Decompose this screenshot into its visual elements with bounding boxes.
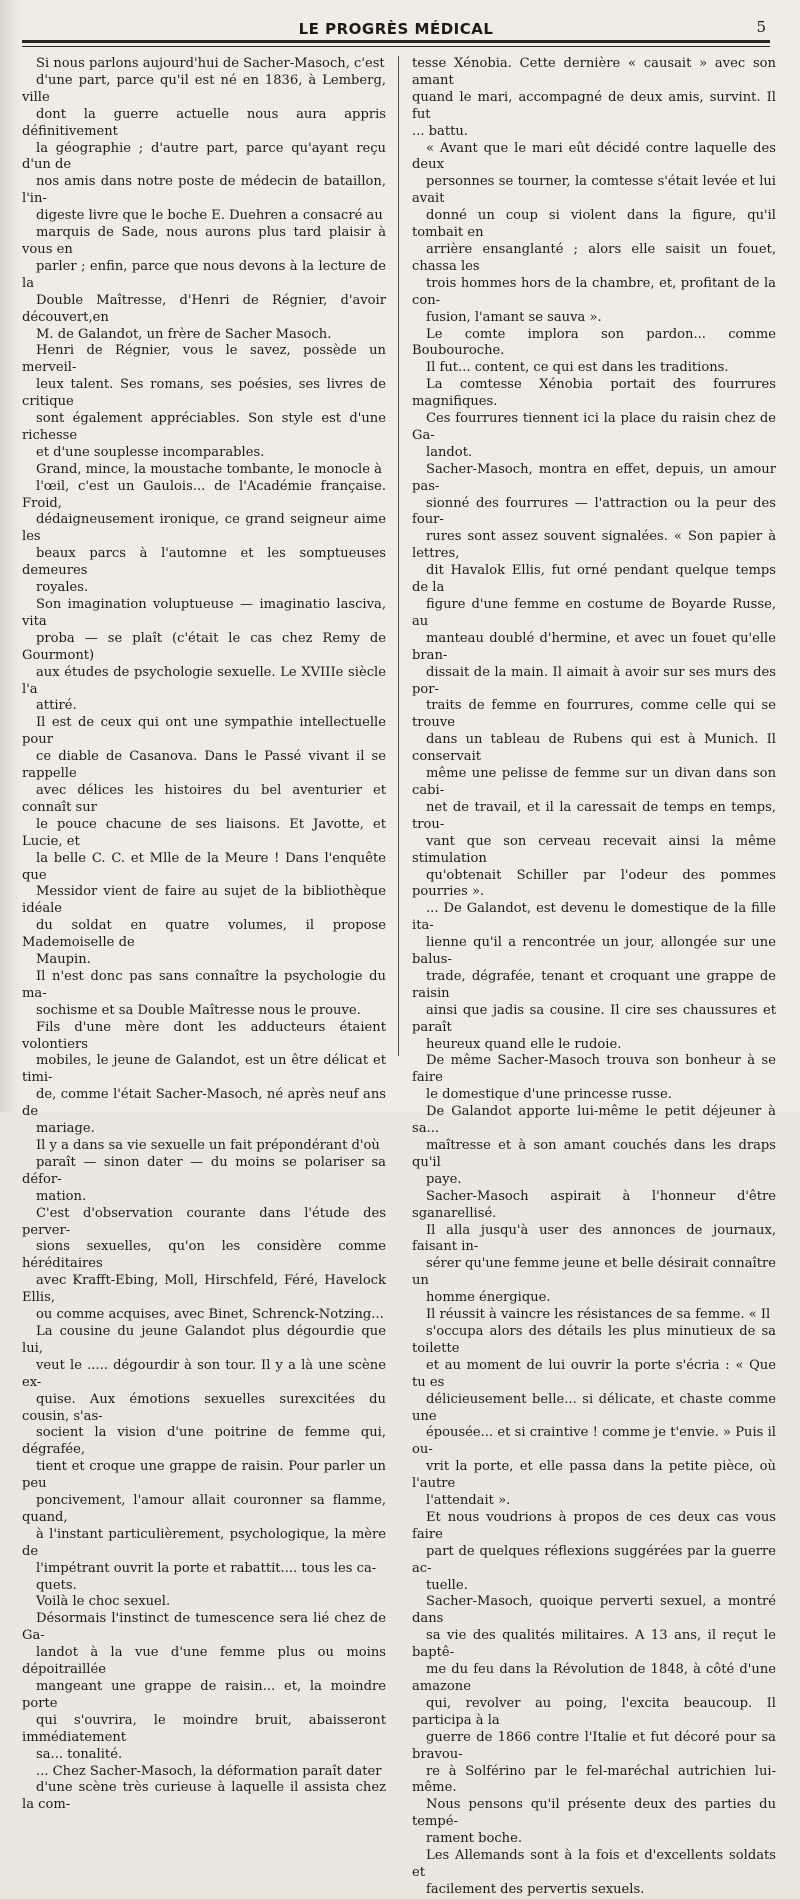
text-line: sionné des fourrures — l'attraction ou la peur des four- [412, 495, 776, 528]
text-line: le pouce chacune de ses liaisons. Et Javotte, et Lucie, et [22, 816, 386, 849]
text-line: personnes se tourner, la comtesse s'était levée et lui avait [412, 174, 776, 207]
text-line: Voilà le choc sexuel. [36, 1594, 171, 1610]
paragraph [22, 1020, 386, 1138]
text-line: Il réussit à vaincre les résistances de sa femme. « Il [426, 1307, 771, 1323]
header-rule-thick [22, 40, 770, 43]
text-line: sérer qu'une femme jeune et belle désirait connaître un [412, 1256, 776, 1289]
text-line: même une pelisse de femme sur un divan dans son cabi- [412, 766, 776, 798]
text-line: Messidor vient de faire au sujet de la bibliothèque idéale [22, 884, 386, 917]
text-line: ou comme acquises, avec Binet, Schrenck-Notzing... [36, 1307, 384, 1323]
paragraph [22, 1764, 386, 1815]
text-line: guerre de 1866 contre l'Italie et fut décoré pour sa bravou- [412, 1729, 776, 1762]
text-line: quets. [36, 1577, 77, 1593]
text-line: royales. [36, 580, 89, 596]
text-line: mangeant une grappe de raisin... et, la moindre porte [22, 1679, 386, 1711]
text-line: sont également appréciables. Son style est d'une richesse [22, 411, 386, 443]
text-line: dédaigneusement ironique, ce grand seigneur aime les [22, 512, 386, 545]
text-line: rures sont assez souvent signalées. « Son papier à lettres, [412, 529, 776, 562]
paragraph [22, 462, 386, 597]
text-line: digeste livre que le boche E. Duehren a consacré au [36, 208, 383, 224]
text-line: La cousine du jeune Galandot plus dégourdie que lui, [22, 1323, 386, 1356]
text-line: Sacher-Masoch, quoique perverti sexuel, a montré dans [412, 1594, 776, 1627]
text-line: Les Allemands sont à la fois et d'excellents soldats et [412, 1848, 776, 1880]
text-line: Et nous voudrions à propos de ces deux cas vous faire [412, 1509, 776, 1542]
paragraph [412, 1848, 776, 1899]
text-line: sa vie des qualités militaires. A 13 ans, il reçut le baptê- [412, 1628, 776, 1661]
paragraph [22, 969, 386, 1020]
text-line: Il alla jusqu'à user des annonces de journaux, faisant in- [412, 1222, 776, 1255]
text-line: l'attendait ». [426, 1493, 511, 1509]
text-line: qui, revolver au poing, l'excita beaucoup. Il participa à la [412, 1695, 776, 1728]
paragraph [22, 1138, 386, 1206]
paragraph [412, 901, 776, 1053]
text-line: marquis de Sade, nous aurons plus tard plaisir à vous en [22, 225, 386, 257]
text-line: leux talent. Ses romans, ses poésies, ses livres de critique [22, 377, 386, 410]
paragraph [22, 1611, 386, 1763]
text-line: épousée... et si craintive ! comme je t'envie. » Puis il ou- [412, 1425, 776, 1458]
page-edge-shadow [0, 0, 22, 1112]
text-line: dit Havalok Ellis, fut orné pendant quelque temps de la [412, 563, 776, 596]
text-line: ... De Galandot, est devenu le domestique de la fille ita- [412, 901, 776, 934]
paragraph [22, 715, 386, 969]
paragraph [412, 1307, 776, 1510]
text-line: quise. Aux émotions sexuelles surexcitées du cousin, s'as- [22, 1391, 386, 1424]
text-line: vrit la porte, et elle passa dans la petite pièce, où l'autre [412, 1459, 776, 1492]
text-line: part de quelques réflexions suggérées par la guerre ac- [412, 1543, 776, 1576]
text-line: heureux quand elle le rudoie. [426, 1036, 622, 1052]
paragraph [412, 462, 776, 902]
text-line: ... battu. [412, 123, 468, 139]
text-line: s'occupa alors des détails les plus minutieux de sa toilette [412, 1323, 776, 1356]
text-line: C'est d'observation courante dans l'étude des perver- [22, 1205, 386, 1238]
text-line: homme énergique. [426, 1290, 551, 1306]
text-line: Désormais l'instinct de tumescence sera lié chez de Ga- [22, 1611, 386, 1644]
text-line: attiré. [36, 698, 77, 714]
text-line: figure d'une femme en costume de Boyarde Russe, au [412, 597, 776, 629]
text-line: De Galandot apporte lui-même le petit déjeuner à sa... [412, 1104, 776, 1137]
text-line: le domestique d'une princesse russe. [426, 1087, 672, 1103]
text-line: veut le ..... dégourdir à son tour. Il y a là une scène ex- [22, 1357, 386, 1390]
text-line: parler ; enfin, parce que nous devons à la lecture de la [22, 258, 386, 291]
text-line: Il fut... content, ce qui est dans les traditions. [426, 360, 729, 376]
paragraph [412, 141, 776, 327]
paragraph [22, 1594, 386, 1611]
text-line: Double Maîtresse, d'Henri de Régnier, d'avoir découvert,en [22, 292, 386, 325]
text-line: proba — se plaît (c'était le cas chez Remy de Gourmont) [22, 630, 386, 663]
text-line: Il y a dans sa vie sexuelle un fait prépondérant d'où [36, 1138, 380, 1153]
text-line: du soldat en quatre volumes, il propose Mademoiselle de [22, 918, 386, 951]
text-line: mobiles, le jeune de Galandot, est un être délicat et timi- [22, 1053, 386, 1086]
paragraph [22, 343, 386, 461]
text-line: d'une scène très curieuse à laquelle il assista chez la com- [22, 1780, 386, 1813]
text-line: Il n'est donc pas sans connaître la psychologie du ma- [22, 968, 386, 1001]
text-line: net de travail, et il la caressait de temps en temps, trou- [412, 799, 776, 832]
text-line: Le comte implora son pardon... comme Boubouroche. [412, 326, 776, 359]
text-line: et au moment de lui ouvrir la porte s'écria : « Que tu es [412, 1357, 776, 1390]
text-line: La comtesse Xénobia portait des fourrures magnifiques. [412, 377, 776, 410]
text-line: landot. [426, 444, 473, 460]
page-number: 5 [756, 18, 766, 36]
text-line: tesse Xénobia. Cette dernière « causait » avec son amant [412, 56, 776, 88]
text-line: dont la guerre actuelle nous aura appris définitivement [22, 106, 386, 139]
paragraph [412, 1104, 776, 1189]
text-line: ce diable de Casanova. Dans le Passé vivant il se rappelle [22, 749, 386, 782]
text-line: arrière ensanglanté ; alors elle saisit un fouet, chassa les [412, 241, 776, 274]
text-line: la belle C. C. et Mlle de la Meure ! Dans l'enquête que [22, 850, 386, 883]
text-line: beaux parcs à l'automne et les somptueuses demeures [22, 546, 386, 579]
text-line: ... Chez Sacher-Masoch, la déformation paraît dater [36, 1763, 382, 1779]
text-line: fusion, l'amant se sauva ». [426, 309, 602, 325]
paragraph [22, 1206, 386, 1324]
text-line: me du feu dans la Révolution de 1848, à côté d'une amazone [412, 1662, 776, 1694]
text-line: trade, dégrafée, tenant et croquant une grappe de raisin [412, 968, 776, 1001]
text-line: facilement des pervertis sexuels. [426, 1881, 645, 1897]
text-line: qui s'ouvrira, le moindre bruit, abaisseront immédiatement [22, 1712, 386, 1745]
text-line: avec Krafft-Ebing, Moll, Hirschfeld, Féré, Havelock Ellis, [22, 1273, 386, 1306]
text-line: « Avant que le mari eût décidé contre laquelle des deux [412, 140, 776, 173]
paragraph [412, 1053, 776, 1104]
text-line: d'une part, parce qu'il est né en 1836, à Lemberg, ville [22, 72, 386, 105]
text-line: la géographie ; d'autre part, parce qu'ayant reçu d'un de [22, 140, 386, 173]
text-line: Nous pensons qu'il présente deux des parties du tempé- [412, 1797, 776, 1830]
text-line: rament boche. [426, 1831, 523, 1847]
text-line: avec délices les histoires du bel aventurier et connaît sur [22, 782, 386, 815]
text-line: vant que son cerveau recevait ainsi la même stimulation [412, 833, 776, 866]
text-line: Sacher-Masoch, montra en effet, depuis, un amour pas- [412, 461, 776, 494]
paragraph [412, 1594, 776, 1797]
paragraph [22, 597, 386, 715]
paragraph [412, 1797, 776, 1848]
text-line: poncivement, l'amour allait couronner sa flamme, quand, [22, 1493, 386, 1525]
text-line: nos amis dans notre poste de médecin de bataillon, l'in- [22, 174, 386, 207]
text-line: Maupin. [36, 952, 91, 968]
text-line: sions sexuelles, qu'on les considère comme héréditaires [22, 1239, 386, 1272]
text-line: M. de Galandot, un frère de Sacher Masoch. [36, 326, 332, 342]
text-line: l'œil, c'est un Gaulois... de l'Académie française. Froid, [22, 478, 386, 511]
text-line: Sacher-Masoch aspirait à l'honneur d'être sganarellisé. [412, 1188, 776, 1221]
paragraph [412, 411, 776, 462]
text-line: trois hommes hors de la chambre, et, profitant de la con- [412, 275, 776, 308]
text-line: Il est de ceux qui ont une sympathie intellectuelle pour [22, 715, 386, 748]
text-line: dans un tableau de Rubens qui est à Munich. Il conservait [412, 732, 776, 765]
text-line: quand le mari, accompagné de deux amis, survint. Il fut [412, 89, 776, 122]
text-line: mariage. [36, 1121, 95, 1137]
paragraph [412, 1189, 776, 1307]
text-line: de, comme l'était Sacher-Masoch, né après neuf ans de [22, 1087, 386, 1120]
text-line: à l'instant particulièrement, psychologique, la mère de [22, 1526, 386, 1559]
paragraph [22, 56, 386, 343]
text-line: qu'obtenait Schiller par l'odeur des pommes pourries ». [412, 867, 776, 900]
text-line: dissait de la main. Il aimait à avoir sur ses murs des por- [412, 664, 776, 697]
text-line: paraît — sinon dater — du moins se polariser sa défor- [22, 1154, 386, 1187]
text-line: délicieusement belle... si délicate, et chaste comme une [412, 1391, 776, 1424]
text-line: ainsi que jadis sa cousine. Il cire ses chaussures et paraît [412, 1002, 776, 1035]
text-line: tuelle. [426, 1577, 468, 1593]
text-line: sa... tonalité. [36, 1746, 123, 1762]
text-line: Henri de Régnier, vous le savez, possède un merveil- [22, 343, 386, 376]
text-line: tient et croque une grappe de raisin. Pour parler un peu [22, 1459, 386, 1492]
text-line: et d'une souplesse incomparables. [36, 444, 265, 460]
text-line: paye. [426, 1171, 462, 1187]
text-line: Ces fourrures tiennent ici la place du raisin chez de Ga- [412, 411, 776, 443]
text-line: donné un coup si violent dans la figure, qu'il tombait en [412, 208, 776, 241]
text-line: re à Solférino par le fel-maréchal autrichien lui-même. [412, 1763, 776, 1796]
text-line: aux études de psychologie sexuelle. Le XVIIIe siècle l'a [22, 664, 386, 697]
paragraph [412, 56, 776, 141]
text-line: socient la vision d'une poitrine de femme qui, dégrafée, [22, 1425, 386, 1458]
text-line: manteau doublé d'hermine, et avec un fouet qu'elle bran- [412, 630, 776, 663]
left-text-column [22, 56, 386, 1814]
paragraph [412, 327, 776, 378]
text-line: Grand, mince, la moustache tombante, le monocle à [36, 461, 382, 477]
text-line: Si nous parlons aujourd'hui de Sacher-Masoch, c'est [36, 56, 385, 71]
running-header [22, 18, 770, 40]
text-line: lienne qu'il a rencontrée un jour, allongée sur une balus- [412, 935, 776, 968]
right-text-column [412, 56, 776, 1899]
text-line: mation. [36, 1188, 87, 1204]
text-line: landot à la vue d'une femme plus ou moins dépoitraillée [22, 1645, 386, 1678]
journal-title: LE PROGRÈS MÉDICAL [298, 20, 494, 38]
text-line: sochisme et sa Double Maîtresse nous le prouve. [36, 1002, 361, 1018]
paragraph [22, 1324, 386, 1595]
text-line: Fils d'une mère dont les adducteurs étaient volontiers [22, 1019, 386, 1052]
text-line: l'impétrant ouvrit la porte et rabattit.... tous les ca- [36, 1560, 377, 1576]
text-line: Son imagination voluptueuse — imaginatio lasciva, vita [22, 597, 386, 629]
text-line: De même Sacher-Masoch trouva son bonheur à se faire [412, 1053, 776, 1086]
paragraph [412, 1510, 776, 1595]
paragraph [412, 377, 776, 411]
column-divider [398, 56, 399, 1056]
text-line: maîtresse et à son amant couchés dans les draps qu'il [412, 1138, 776, 1170]
text-line: traits de femme en fourrures, comme celle qui se trouve [412, 698, 776, 731]
header-rule-thin [22, 46, 770, 47]
